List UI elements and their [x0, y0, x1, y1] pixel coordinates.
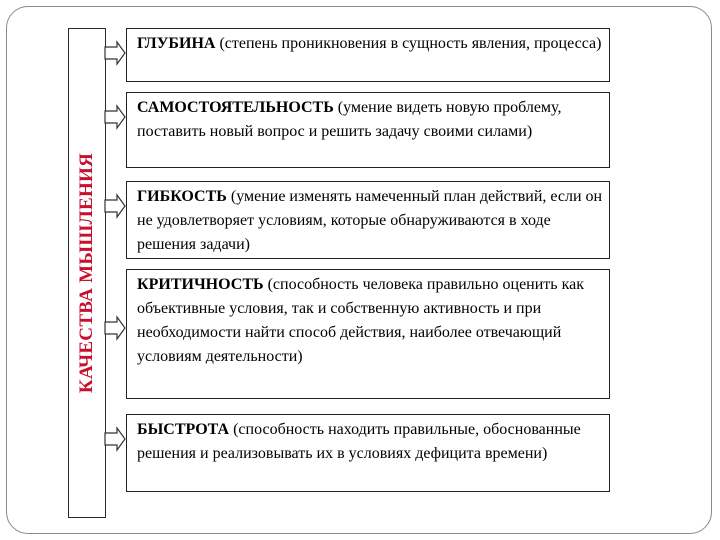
right-arrow-icon: [104, 414, 128, 454]
quality-term: САМОСТОЯТЕЛЬНОСТЬ: [137, 99, 334, 116]
quality-description: (умение видеть новую проблему, поставить новый вопрос и решить задачу своими силами): [137, 99, 562, 140]
quality-term: ГЛУБИНА: [137, 35, 216, 52]
side-title-bar: [68, 28, 106, 518]
quality-term: ГИБКОСТЬ: [137, 188, 227, 205]
quality-box: [126, 414, 610, 492]
side-title: КАЧЕСТВА МЫШЛЕНИЯ: [76, 152, 97, 394]
quality-box: [126, 269, 610, 399]
quality-description: (способность человека правильно оценить как объективные условия, так и собственную активность и при необходимости найти способ действия, наиболее отвечающий условиям деятельности): [137, 276, 584, 365]
quality-box: [126, 181, 610, 259]
right-arrow-icon: [104, 28, 128, 68]
right-arrow-icon: [104, 92, 128, 132]
right-arrow-icon: [104, 181, 128, 221]
right-arrow-icon: [104, 303, 128, 343]
quality-description: (способность находить правильные, обоснованные решения и реализовывать их в условиях дефицита времени): [137, 421, 581, 462]
quality-description: (степень проникновения в сущность явления, процесса): [215, 35, 602, 52]
quality-box: [126, 92, 610, 168]
quality-term: БЫСТРОТА: [137, 421, 230, 438]
quality-term: КРИТИЧНОСТЬ: [137, 276, 264, 293]
quality-description: (умение изменять намеченный план действий, если он не удовлетворяет условиям, которые обнаруживаются в ходе решения задачи): [137, 188, 603, 253]
quality-box: [126, 28, 610, 82]
